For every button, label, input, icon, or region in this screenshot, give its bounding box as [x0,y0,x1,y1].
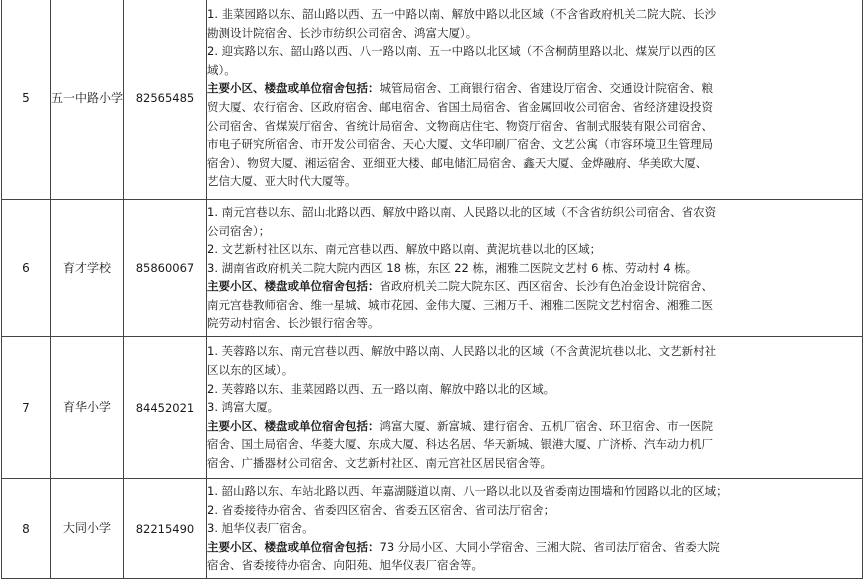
enrollment-area-cell [207,200,863,337]
area-line-text: 市电子研究所宿舍、市开发公司宿舍、天心大厦、文华印刷厂宿舍、文艺公寓（市容环境卫生管理局 [207,137,713,152]
row-number-cell: 6 [2,200,51,337]
area-text-line [207,61,862,80]
area-text-line [207,314,862,333]
area-line-text: 院劳动村宿舍、长沙银行宿舍等。 [207,316,380,331]
area-text-line [207,135,862,154]
area-text-line [207,172,862,191]
area-line-text: 3. 湖南省政府机关二院大院内西区 18 栋，东区 22 栋，湘雅二医院文艺村 6 栋、劳动村 4 栋。 [207,260,698,275]
school-name-cell: 五一中路小学 [51,0,124,200]
area-line-text: 1. 南元宫巷以东、韶山北路以西、解放中路以南、人民路以北的区域（不含省纺织公司宿舍、省农资 [207,204,717,219]
area-text-line [207,361,862,380]
area-line-text: 公司宿舍）； [207,223,271,238]
area-line-text: 2. 芙蓉路以东、韭菜园路以西、五一路以南、解放中路以北的区域。 [207,381,556,396]
table-body [2,0,863,579]
area-line-text: 3. 旭华仪表厂宿舍。 [207,521,314,536]
area-line-label: 主要小区、楼盘或单位宿舍包括： [207,279,380,294]
area-text-line [207,454,862,473]
enrollment-area-cell [207,337,863,479]
area-line-label: 主要小区、楼盘或单位宿舍包括： [207,539,380,554]
area-line-text: 2. 文艺新村社区以东、南元宫巷以西、解放中路以南、黄泥坑巷以北的区域； [207,242,602,257]
area-line-text: 宿舍）、物贸大厦、湘运宿舍、亚细亚大楼、邮电储汇局宿舍、鑫天大厦、金烨融府、华美欧大厦、 [207,155,708,170]
area-text-line [207,482,862,501]
area-text-line [207,42,862,61]
row-number-cell: 7 [2,337,51,479]
area-text-line [207,380,862,399]
area-line-text: 域）。 [207,62,236,77]
area-line-text: 宿舍、国土局宿舍、华菱大厦、东成大厦、科达名居、华天新城、银港大厦、广济桥、汽车动力机厂 [207,437,713,452]
area-text-line [207,24,862,43]
enrollment-area-cell [207,0,863,200]
area-text-line [207,398,862,417]
area-text-line [207,117,862,136]
area-text-line [207,538,862,557]
table-row [2,479,863,579]
area-line-text: 宿舍、广播器材公司宿舍、文艺新村社区、南元宫社区居民宿舍等。 [207,455,552,470]
area-line-text: 公司宿舍、省煤炭厅宿舍、省统计局宿舍、文物商店住宅、物资厅宿舍、省制式服装有限公司宿舍、 [207,118,713,133]
area-text-line [207,501,862,520]
area-text-line [207,79,862,98]
area-line-text: 城管局宿舍、工商银行宿舍、省建设厅宿舍、交通设计院宿舍、粮 [379,81,713,96]
area-text-line [207,240,862,259]
area-line-text: 贸大厦、农行宿舍、区政府宿舍、邮电宿舍、省国土局宿舍、省金属回收公司宿舍、省经济建设投资 [207,100,713,114]
school-district-table [1,0,863,579]
area-line-text: 宿舍、省委接待办宿舍、向阳苑、旭华仪表厂宿舍等。 [207,558,483,573]
area-text-line [207,222,862,241]
area-line-text: 3. 鸿富大厦。 [207,400,280,415]
phone-cell: 82565485 [124,0,207,200]
area-line-label: 主要小区、楼盘或单位宿舍包括： [207,418,380,433]
area-line-text: 省政府机关二院大院东区、西区宿舍、长沙有色冶金设计院宿舍、 [379,279,713,294]
area-text-line [207,5,862,24]
area-line-text: 1. 芙蓉路以东、南元宫巷以西、解放中路以南、人民路以北的区域（不含黄泥坑巷以北、文艺新村社 [207,344,717,359]
area-line-text: 艺信大厦、亚大时代大厦等。 [207,174,357,189]
area-text-line [207,259,862,278]
area-text-line [207,277,862,296]
area-text-line [207,98,862,117]
area-text-line [207,435,862,454]
area-line-text: 73 分局小区、大同小学宿舍、三湘大院、省司法厅宿舍、省委大院 [379,539,720,554]
row-number-cell: 8 [2,479,51,579]
area-text-line [207,417,862,436]
area-text-line [207,342,862,361]
area-line-text: 1. 韭菜园路以东、韶山路以西、五一中路以南、解放中路以北区域（不含省政府机关二院大院、长沙 [207,7,717,22]
area-line-text: 1. 韶山路以东、车站北路以西、年嘉湖隧道以南、八一路以北以及省委南边围墙和竹园路以北的区域； [207,484,728,499]
area-line-text: 勘测设计院宿舍、长沙市纺织公司宿舍、鸿富大厦）。 [207,25,478,40]
area-text-line [207,519,862,538]
row-number-cell: 5 [2,0,51,200]
phone-cell: 84452021 [124,337,207,479]
school-name-cell: 育华小学 [51,337,124,479]
area-text-line [207,556,862,575]
area-text-line [207,203,862,222]
enrollment-area-cell [207,479,863,579]
phone-cell: 85860067 [124,200,207,337]
area-line-text: 2. 省委接待办宿舍、省委四区宿舍、省委五区宿舍、省司法厅宿舍； [207,502,556,517]
area-line-label: 主要小区、楼盘或单位宿舍包括： [207,81,380,96]
table-row [2,337,863,479]
table-row [2,0,863,200]
area-line-text: 鸿富大厦、新富城、建行宿舍、五机厂宿舍、环卫宿舍、市一医院 [379,418,713,433]
area-line-text: 区以东的区域）。 [207,363,294,378]
table-row [2,200,863,337]
school-name-cell: 育才学校 [51,200,124,337]
phone-cell: 82215490 [124,479,207,579]
area-line-text: 南元宫巷教师宿舍、维一星城、城市花园、金伟大厦、三湘万千、湘雅二医院文艺村宿舍、湘雅二医 [207,297,713,312]
area-text-line [207,154,862,173]
area-text-line [207,296,862,315]
area-line-text: 2. 迎宾路以东、韶山路以西、八一路以南、五一中路以北区域（不含桐荫里路以北、煤炭厅以西的区 [207,44,717,59]
school-name-cell: 大同小学 [51,479,124,579]
